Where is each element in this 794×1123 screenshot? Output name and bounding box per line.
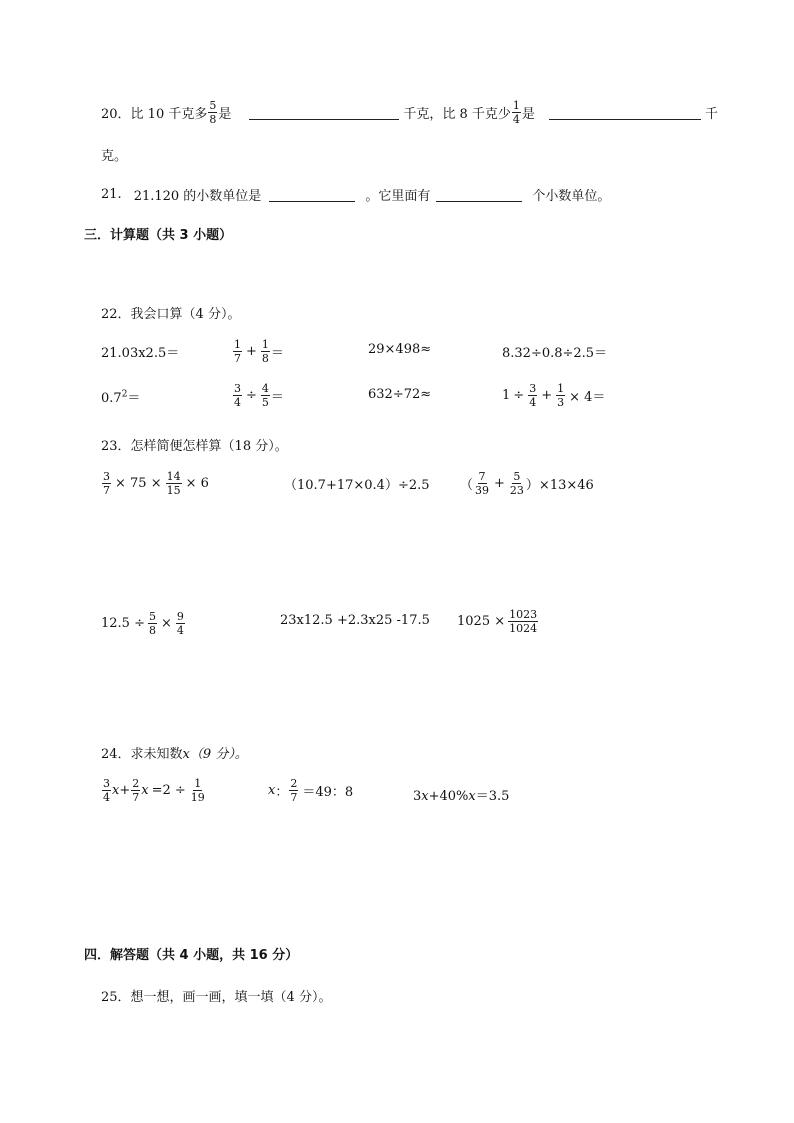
q23-expression-5: 23x12.5 +2.3x25 -17.5 bbox=[280, 613, 430, 628]
q24-e2-colon: ： bbox=[275, 785, 289, 800]
q24-e3-middle: +40% bbox=[428, 789, 469, 804]
q24-e1-middle: =2 ÷ bbox=[151, 783, 186, 798]
q23-heading: 23．怎样简便怎样算（18 分）。 bbox=[101, 439, 288, 454]
q24-heading-points: （9 分）。 bbox=[189, 747, 248, 762]
q22-item-8-tail: × 4＝ bbox=[569, 390, 606, 405]
q22-item-3: 29×498≈ bbox=[368, 342, 432, 357]
q24-e1-fraction-1: $\frac{3}{4}$ bbox=[103, 777, 110, 804]
q21-answer-blank-2[interactable] bbox=[436, 187, 522, 202]
q20-answer-blank-1[interactable] bbox=[249, 105, 399, 120]
q25-heading: 25．想一想，画一画，填一填（4 分）。 bbox=[101, 990, 332, 1005]
q23-e3-fraction-2: $\frac{5}{23}$ bbox=[509, 470, 524, 497]
q22-item-5-exponent: 2 bbox=[121, 389, 128, 400]
q23-e3-open-paren: （ bbox=[460, 478, 474, 493]
q24-heading-variable: x bbox=[182, 747, 190, 762]
q23-e1-fraction-2: $\frac{14}{15}$ bbox=[166, 470, 181, 497]
q20-fraction-2: $\frac{1}{4}$ bbox=[512, 99, 520, 126]
q24-e3-tail: ＝3.5 bbox=[475, 789, 510, 804]
q22-item-2-fraction-1: $\frac{1}{7}$ bbox=[234, 338, 241, 365]
q22-item-6 bbox=[232, 383, 284, 408]
q22-item-2-equals: ＝ bbox=[270, 346, 284, 361]
q24-equation-1 bbox=[101, 778, 207, 803]
q20-text-3: 千克，比 8 千克少 bbox=[403, 107, 511, 122]
q22-item-8-fraction-1: $\frac{3}{4}$ bbox=[529, 382, 537, 409]
q24-e3-variable-1: x bbox=[421, 789, 429, 804]
q22-item-2-fraction-2: $\frac{1}{8}$ bbox=[261, 338, 269, 365]
q23-e3-fraction-1: $\frac{7}{39}$ bbox=[475, 470, 490, 497]
q22-item-6-fraction-1: $\frac{3}{4}$ bbox=[234, 382, 241, 409]
q20-text-5: 千 bbox=[704, 107, 718, 122]
q20-text-2: 是 bbox=[218, 107, 232, 122]
q24-heading bbox=[101, 743, 248, 762]
q24-equation-2 bbox=[268, 778, 353, 803]
q24-e1-variable-2: x bbox=[141, 783, 149, 798]
q22-item-5-base: 0.7 bbox=[101, 391, 122, 406]
q23-e4-fraction-2: $\frac{9}{4}$ bbox=[176, 610, 184, 637]
section-4-heading: 四．解答题（共 4 小题，共 16 分） bbox=[84, 948, 299, 963]
q24-equation-3 bbox=[413, 785, 509, 804]
question-21 bbox=[101, 185, 610, 204]
q20-continuation: 克。 bbox=[101, 149, 128, 164]
q22-item-2-operator: + bbox=[246, 344, 257, 359]
q24-e2-variable: x bbox=[268, 783, 276, 798]
q23-expression-4 bbox=[101, 611, 186, 636]
q22-item-6-operator: ÷ bbox=[246, 388, 257, 403]
q23-expression-6 bbox=[457, 609, 539, 634]
q20-text-1: 比 10 千克多 bbox=[130, 107, 208, 122]
q20-answer-blank-2[interactable] bbox=[549, 105, 701, 120]
q24-e2-tail: ＝49：8 bbox=[302, 785, 354, 800]
q22-item-8-operator-1: ÷ bbox=[513, 388, 525, 403]
q23-e6-lead: 1025 × bbox=[457, 614, 506, 629]
q23-e3-operator: + bbox=[494, 476, 505, 491]
q21-text-2: 。它里面有 bbox=[365, 189, 431, 204]
q22-item-6-equals: ＝ bbox=[270, 390, 284, 405]
q24-e3-variable-2: x bbox=[468, 789, 476, 804]
q23-e4-fraction-1: $\frac{5}{8}$ bbox=[148, 610, 156, 637]
q23-expression-2: （10.7+17×0.4）÷2.5 bbox=[284, 478, 430, 493]
q21-text-3: 个小数单位。 bbox=[532, 189, 611, 204]
q23-e4-operator: × bbox=[160, 616, 172, 631]
q23-e1-tail: × 6 bbox=[185, 476, 209, 491]
q24-e1-fraction-3: $\frac{1}{19}$ bbox=[190, 777, 205, 804]
q21-answer-blank-1[interactable] bbox=[269, 187, 355, 202]
q20-fraction-1: $\frac{5}{8}$ bbox=[209, 99, 217, 126]
q22-item-8-operator-2: + bbox=[541, 388, 553, 403]
q23-e6-fraction-1: $\frac{1023}{1024}$ bbox=[509, 608, 538, 635]
q22-item-4: 8.32÷0.8÷2.5＝ bbox=[502, 346, 608, 361]
q24-e1-operator: + bbox=[119, 783, 131, 798]
q22-heading: 22．我会口算（4 分）。 bbox=[101, 307, 241, 322]
q23-e1-middle: × 75 × bbox=[115, 476, 162, 491]
q24-heading-text: 24．求未知数 bbox=[101, 747, 183, 762]
q23-e3-tail: ）×13×46 bbox=[525, 478, 594, 493]
question-20 bbox=[101, 100, 718, 125]
q21-number: 21. bbox=[101, 187, 122, 202]
q22-item-5 bbox=[101, 387, 140, 406]
q22-item-1: 21.03x2.5＝ bbox=[101, 346, 180, 361]
q24-e1-variable-1: x bbox=[112, 783, 120, 798]
q24-e2-fraction-1: $\frac{2}{7}$ bbox=[290, 777, 298, 804]
section-3-heading: 三．计算题（共 3 小题） bbox=[84, 228, 233, 243]
q23-expression-1 bbox=[101, 471, 212, 496]
q21-text-1: 21.120 的小数单位是 bbox=[133, 189, 262, 204]
q24-e3-coefficient: 3 bbox=[413, 789, 422, 804]
q22-item-2 bbox=[232, 339, 284, 364]
q20-number: 20． bbox=[101, 107, 131, 122]
q20-text-4: 是 bbox=[521, 107, 535, 122]
q22-item-6-fraction-2: $\frac{4}{5}$ bbox=[261, 382, 269, 409]
q22-item-8-lead: 1 bbox=[502, 388, 511, 403]
q22-item-5-equals: ＝ bbox=[127, 391, 141, 406]
q23-e1-fraction-1: $\frac{3}{7}$ bbox=[103, 470, 110, 497]
q23-e4-lead: 12.5 ÷ bbox=[101, 616, 145, 631]
q22-item-7: 632÷72≈ bbox=[368, 387, 432, 402]
q24-e1-fraction-2: $\frac{2}{7}$ bbox=[132, 777, 140, 804]
q23-expression-3 bbox=[460, 471, 594, 496]
q22-item-8-fraction-2: $\frac{1}{3}$ bbox=[557, 382, 565, 409]
q22-item-8 bbox=[502, 383, 605, 408]
